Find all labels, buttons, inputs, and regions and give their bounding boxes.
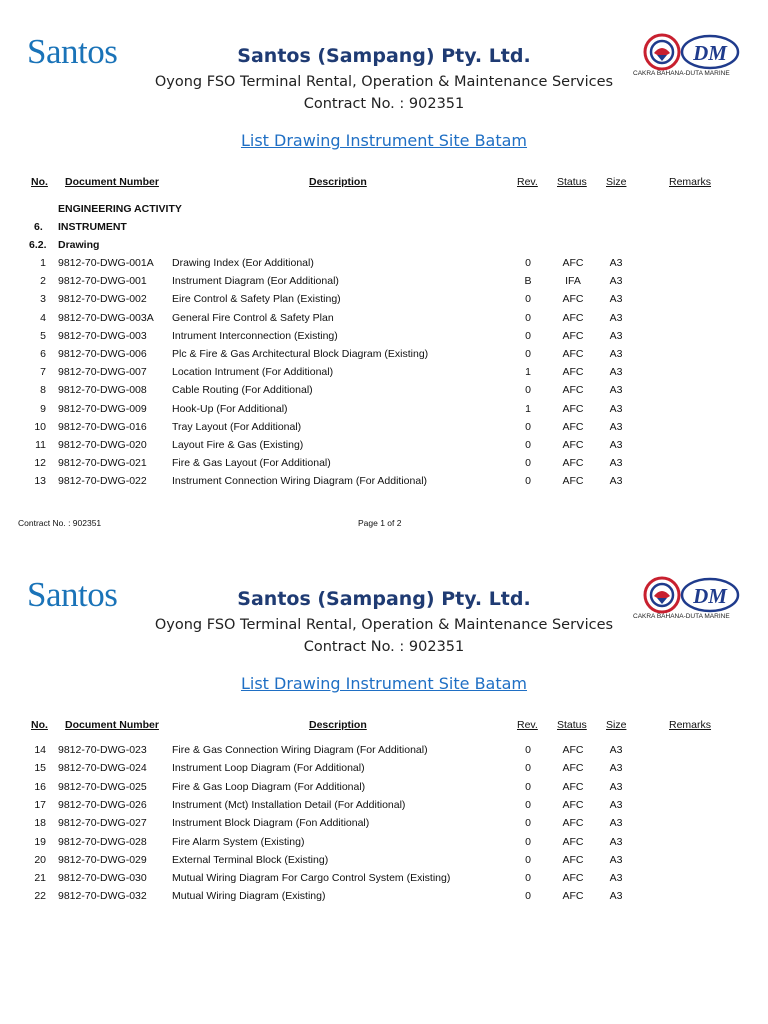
row-number: 12 bbox=[34, 457, 46, 470]
revision: 0 bbox=[525, 311, 531, 324]
row-number: 22 bbox=[34, 890, 46, 903]
table-row bbox=[0, 762, 768, 780]
row-number: 11 bbox=[35, 439, 46, 451]
document-number: 9812-70-DWG-022 bbox=[58, 475, 147, 488]
status: AFC bbox=[562, 439, 584, 451]
description: Fire & Gas Layout (For Additional) bbox=[172, 457, 331, 470]
column-header-no: No. bbox=[31, 719, 48, 731]
sheet-size: A3 bbox=[609, 744, 623, 756]
document-number: 9812-70-DWG-003 bbox=[58, 329, 147, 342]
row-number: 5 bbox=[40, 329, 46, 342]
revision: 0 bbox=[525, 439, 531, 451]
document-number: 9812-70-DWG-030 bbox=[58, 872, 147, 885]
table-row bbox=[0, 781, 768, 799]
description: Mutual Wiring Diagram (Existing) bbox=[172, 890, 326, 903]
revision: 0 bbox=[525, 257, 531, 269]
sheet-size: A3 bbox=[609, 817, 623, 830]
status: AFC bbox=[562, 257, 584, 269]
partner-logo-caption: CAKRA BAHANA-DUTA MARINE bbox=[633, 613, 730, 620]
description: Fire & Gas Connection Wiring Diagram (For Additional) bbox=[172, 744, 428, 756]
table-row bbox=[0, 890, 768, 908]
document-number: 9812-70-DWG-003A bbox=[58, 311, 154, 324]
table-row bbox=[0, 366, 768, 384]
partner-logo-initials: DM bbox=[693, 584, 727, 608]
partner-logo-initials: DM bbox=[693, 41, 727, 65]
description: General Fire Control & Safety Plan bbox=[172, 311, 334, 324]
document-number: 9812-70-DWG-006 bbox=[58, 348, 147, 360]
project-subtitle: Oyong FSO Terminal Rental, Operation & Maintenance Services bbox=[154, 617, 614, 633]
sheet-size: A3 bbox=[609, 780, 623, 793]
sheet-size: A3 bbox=[609, 329, 623, 342]
contract-number: Contract No. : 902351 bbox=[303, 639, 465, 655]
row-number: 17 bbox=[34, 798, 46, 811]
status: AFC bbox=[562, 384, 584, 397]
table-row bbox=[0, 744, 768, 762]
status: AFC bbox=[562, 311, 584, 324]
description: External Terminal Block (Existing) bbox=[172, 853, 329, 866]
description: Fire Alarm System (Existing) bbox=[172, 835, 305, 848]
santos-logo: Santos bbox=[27, 575, 118, 614]
table-row bbox=[0, 457, 768, 475]
status: AFC bbox=[562, 402, 584, 415]
description: Location Intrument (For Additional) bbox=[172, 366, 334, 379]
table-row bbox=[0, 275, 768, 293]
sheet-size: A3 bbox=[609, 257, 623, 269]
sheet-size: A3 bbox=[609, 311, 623, 324]
description: Eire Control & Safety Plan (Existing) bbox=[172, 293, 341, 306]
section-drawing: Drawing bbox=[58, 239, 100, 251]
row-number: 15 bbox=[34, 762, 46, 775]
sheet-size: A3 bbox=[609, 798, 623, 811]
row-number: 4 bbox=[40, 311, 46, 324]
column-header-remarks: Remarks bbox=[669, 719, 712, 731]
column-header-status: Status bbox=[557, 719, 587, 731]
sheet-size: A3 bbox=[609, 475, 623, 488]
document-number: 9812-70-DWG-028 bbox=[58, 835, 147, 848]
table-row bbox=[0, 817, 768, 835]
sheet-size: A3 bbox=[609, 872, 623, 885]
document-number: 9812-70-DWG-008 bbox=[58, 384, 147, 397]
table-row bbox=[0, 799, 768, 817]
revision: 0 bbox=[525, 798, 531, 811]
sheet-size: A3 bbox=[609, 762, 623, 775]
document-number: 9812-70-DWG-027 bbox=[58, 817, 147, 830]
description: Mutual Wiring Diagram For Cargo Control System (Existing) bbox=[172, 872, 451, 885]
document-number: 9812-70-DWG-020 bbox=[58, 439, 147, 451]
sheet-size: A3 bbox=[609, 366, 623, 379]
table-row bbox=[0, 348, 768, 366]
status: AFC bbox=[562, 835, 584, 848]
description: Instrument (Mct) Installation Detail (For Additional) bbox=[172, 798, 406, 811]
status: AFC bbox=[562, 329, 584, 342]
row-number: 21 bbox=[34, 872, 46, 885]
status: AFC bbox=[562, 457, 584, 470]
list-title: List Drawing Instrument Site Batam bbox=[240, 674, 528, 693]
status: AFC bbox=[562, 762, 584, 775]
column-header-no: No. bbox=[31, 176, 48, 188]
table-row bbox=[0, 836, 768, 854]
row-number: 7 bbox=[40, 366, 46, 379]
partner-logo-caption: CAKRA BAHANA-DUTA MARINE bbox=[633, 70, 730, 77]
description: Instrument Block Diagram (Fon Additional) bbox=[172, 817, 370, 830]
status: AFC bbox=[562, 348, 584, 360]
description: Plc & Fire & Gas Architectural Block Diagram (Existing) bbox=[172, 348, 429, 360]
description: Drawing Index (Eor Additional) bbox=[172, 257, 314, 269]
column-header-rev: Rev. bbox=[517, 176, 538, 188]
revision: 0 bbox=[525, 475, 531, 488]
column-header-rev: Rev. bbox=[517, 719, 538, 731]
description: Layout Fire & Gas (Existing) bbox=[172, 439, 304, 451]
santos-logo: Santos bbox=[27, 32, 118, 71]
document-number: 9812-70-DWG-001 bbox=[58, 275, 147, 288]
list-title: List Drawing Instrument Site Batam bbox=[240, 131, 528, 150]
revision: 0 bbox=[525, 457, 531, 470]
status: AFC bbox=[562, 744, 584, 756]
status: AFC bbox=[562, 853, 584, 866]
document-number: 9812-70-DWG-009 bbox=[58, 402, 147, 415]
status: AFC bbox=[562, 366, 584, 379]
table-row bbox=[0, 257, 768, 275]
description: Instrument Diagram (Eor Additional) bbox=[172, 275, 339, 288]
description: Cable Routing (For Additional) bbox=[172, 384, 313, 397]
document-number: 9812-70-DWG-001A bbox=[58, 257, 154, 269]
section-number-drawing: 6.2. bbox=[29, 239, 47, 251]
column-header-size: Size bbox=[606, 719, 627, 731]
column-header-description: Description bbox=[309, 719, 367, 731]
sheet-size: A3 bbox=[609, 293, 623, 306]
description: Tray Layout (For Additional) bbox=[172, 420, 302, 433]
document-number: 9812-70-DWG-016 bbox=[58, 420, 147, 433]
document-number: 9812-70-DWG-002 bbox=[58, 293, 147, 306]
row-number: 18 bbox=[34, 817, 46, 830]
revision: 0 bbox=[525, 872, 531, 885]
sheet-size: A3 bbox=[609, 402, 623, 415]
revision: 1 bbox=[525, 366, 531, 379]
table-row bbox=[0, 854, 768, 872]
column-header-remarks: Remarks bbox=[669, 176, 712, 188]
sheet-size: A3 bbox=[609, 457, 623, 470]
revision: 0 bbox=[525, 348, 531, 360]
row-number: 14 bbox=[34, 744, 46, 756]
sheet-size: A3 bbox=[609, 853, 623, 866]
footer-page-number: Page 1 of 2 bbox=[358, 518, 402, 528]
status: IFA bbox=[565, 275, 581, 288]
revision: 0 bbox=[525, 890, 531, 903]
company-name: Santos (Sampang) Pty. Ltd. bbox=[237, 45, 531, 67]
table-row bbox=[0, 312, 768, 330]
project-subtitle: Oyong FSO Terminal Rental, Operation & Maintenance Services bbox=[154, 74, 614, 90]
revision: 0 bbox=[525, 744, 531, 756]
document-number: 9812-70-DWG-007 bbox=[58, 366, 147, 379]
column-header-description: Description bbox=[309, 176, 367, 188]
document-number: 9812-70-DWG-021 bbox=[58, 457, 147, 470]
section-number-instrument: 6. bbox=[34, 221, 43, 233]
document-page-2 bbox=[0, 543, 768, 1024]
revision: 0 bbox=[525, 329, 531, 342]
sheet-size: A3 bbox=[609, 384, 623, 397]
table-row bbox=[0, 421, 768, 439]
table-row bbox=[0, 439, 768, 457]
sheet-size: A3 bbox=[609, 890, 623, 903]
sheet-size: A3 bbox=[609, 420, 623, 433]
contract-number: Contract No. : 902351 bbox=[303, 96, 465, 112]
column-header-size: Size bbox=[606, 176, 627, 188]
sheet-size: A3 bbox=[609, 275, 623, 288]
revision: 0 bbox=[525, 835, 531, 848]
section-instrument: INSTRUMENT bbox=[58, 221, 127, 233]
row-number: 9 bbox=[40, 402, 46, 415]
footer-contract: Contract No. : 902351 bbox=[18, 518, 102, 528]
revision: 0 bbox=[525, 817, 531, 830]
sheet-size: A3 bbox=[609, 835, 623, 848]
document-number: 9812-70-DWG-024 bbox=[58, 762, 147, 775]
revision: 1 bbox=[525, 402, 531, 415]
revision: 0 bbox=[525, 384, 531, 397]
status: AFC bbox=[562, 475, 584, 488]
document-number: 9812-70-DWG-026 bbox=[58, 798, 147, 811]
table-row bbox=[0, 872, 768, 890]
company-name: Santos (Sampang) Pty. Ltd. bbox=[237, 588, 531, 610]
row-number: 16 bbox=[34, 780, 46, 793]
description: Intrument Interconnection (Existing) bbox=[172, 329, 338, 342]
row-number: 2 bbox=[40, 275, 46, 288]
column-header-document-number: Document Number bbox=[65, 719, 159, 731]
table-row bbox=[0, 384, 768, 402]
revision: 0 bbox=[525, 780, 531, 793]
table-row bbox=[0, 293, 768, 311]
revision: 0 bbox=[525, 420, 531, 433]
row-number: 6 bbox=[40, 348, 46, 360]
revision: 0 bbox=[525, 853, 531, 866]
status: AFC bbox=[562, 780, 584, 793]
row-number: 13 bbox=[34, 475, 46, 488]
document-number: 9812-70-DWG-025 bbox=[58, 780, 147, 793]
column-header-status: Status bbox=[557, 176, 587, 188]
status: AFC bbox=[562, 872, 584, 885]
document-number: 9812-70-DWG-029 bbox=[58, 853, 147, 866]
sheet-size: A3 bbox=[609, 439, 623, 451]
row-number: 8 bbox=[40, 384, 46, 397]
document-number: 9812-70-DWG-023 bbox=[58, 744, 147, 756]
status: AFC bbox=[562, 798, 584, 811]
revision: 0 bbox=[525, 293, 531, 306]
description: Instrument Connection Wiring Diagram (For Additional) bbox=[172, 475, 428, 488]
row-number: 20 bbox=[34, 853, 46, 866]
table-row bbox=[0, 330, 768, 348]
table-row bbox=[0, 403, 768, 421]
document-number: 9812-70-DWG-032 bbox=[58, 890, 147, 903]
column-header-document-number: Document Number bbox=[65, 176, 159, 188]
table-row bbox=[0, 475, 768, 493]
revision: 0 bbox=[525, 762, 531, 775]
description: Fire & Gas Loop Diagram (For Additional) bbox=[172, 780, 366, 793]
status: AFC bbox=[562, 293, 584, 306]
description: Hook-Up (For Additional) bbox=[172, 402, 288, 415]
description: Instrument Loop Diagram (For Additional) bbox=[172, 762, 365, 775]
row-number: 3 bbox=[40, 293, 46, 306]
row-number: 10 bbox=[34, 420, 46, 433]
revision: B bbox=[524, 275, 532, 288]
status: AFC bbox=[562, 420, 584, 433]
status: AFC bbox=[562, 817, 584, 830]
row-number: 19 bbox=[34, 835, 46, 848]
status: AFC bbox=[562, 890, 584, 903]
sheet-size: A3 bbox=[609, 348, 623, 360]
row-number: 1 bbox=[40, 257, 46, 269]
section-engineering-activity: ENGINEERING ACTIVITY bbox=[58, 203, 182, 215]
